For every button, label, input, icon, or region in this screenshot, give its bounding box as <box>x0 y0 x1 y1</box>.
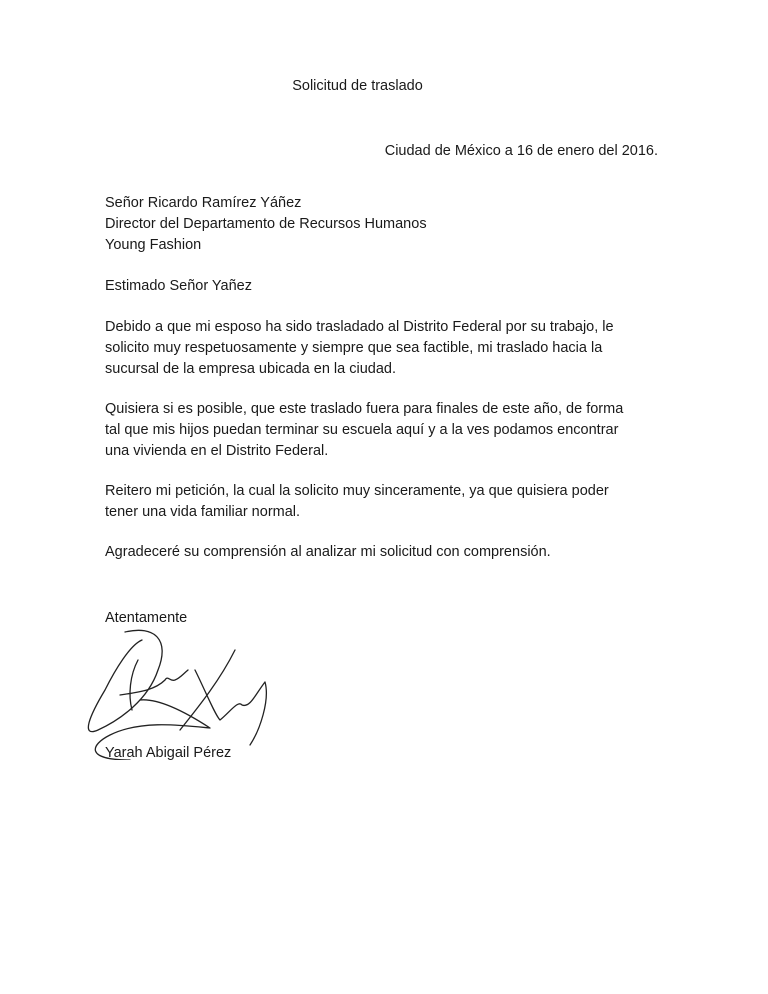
document-title: Solicitud de traslado <box>292 78 423 94</box>
paragraph-line: tal que mis hijos puedan terminar su escuela aquí y a la ves podamos encontrar <box>105 422 619 438</box>
paragraph-line: tener una vida familiar normal. <box>105 504 301 520</box>
paragraph-line: sucursal de la empresa ubicada en la ciudad. <box>105 361 396 377</box>
paragraph-line: Reitero mi petición, la cual la solicito muy sinceramente, ya que quisiera poder <box>105 483 609 499</box>
paragraph-4 <box>105 542 665 563</box>
addressee-name: Señor Ricardo Ramírez Yáñez <box>105 195 302 211</box>
paragraph-3 <box>105 481 665 523</box>
signature <box>80 620 300 760</box>
date-line: Ciudad de México a 16 de enero del 2016. <box>384 143 658 159</box>
paragraph-line: solicito muy respetuosamente y siempre que sea factible, mi traslado hacia la <box>105 340 603 356</box>
paragraph-line: Quisiera si es posible, que este traslado fuera para finales de este año, de forma <box>105 401 624 417</box>
paragraph-line: una vivienda en el Distrito Federal. <box>105 443 329 459</box>
paragraph-line: Debido a que mi esposo ha sido trasladado al Distrito Federal por su trabajo, le <box>105 319 614 335</box>
signer-name: Yarah Abigail Pérez <box>105 745 232 761</box>
addressee-position: Director del Departamento de Recursos Humanos <box>105 216 427 232</box>
addressee-company: Young Fashion <box>105 237 202 253</box>
salutation: Estimado Señor Yañez <box>105 278 252 294</box>
paragraph-1 <box>105 317 665 380</box>
closing: Atentamente <box>105 610 188 626</box>
paragraph-2 <box>105 399 665 462</box>
addressee-block <box>105 193 665 256</box>
paragraph-line: Agradeceré su comprensión al analizar mi solicitud con comprensión. <box>105 544 551 560</box>
